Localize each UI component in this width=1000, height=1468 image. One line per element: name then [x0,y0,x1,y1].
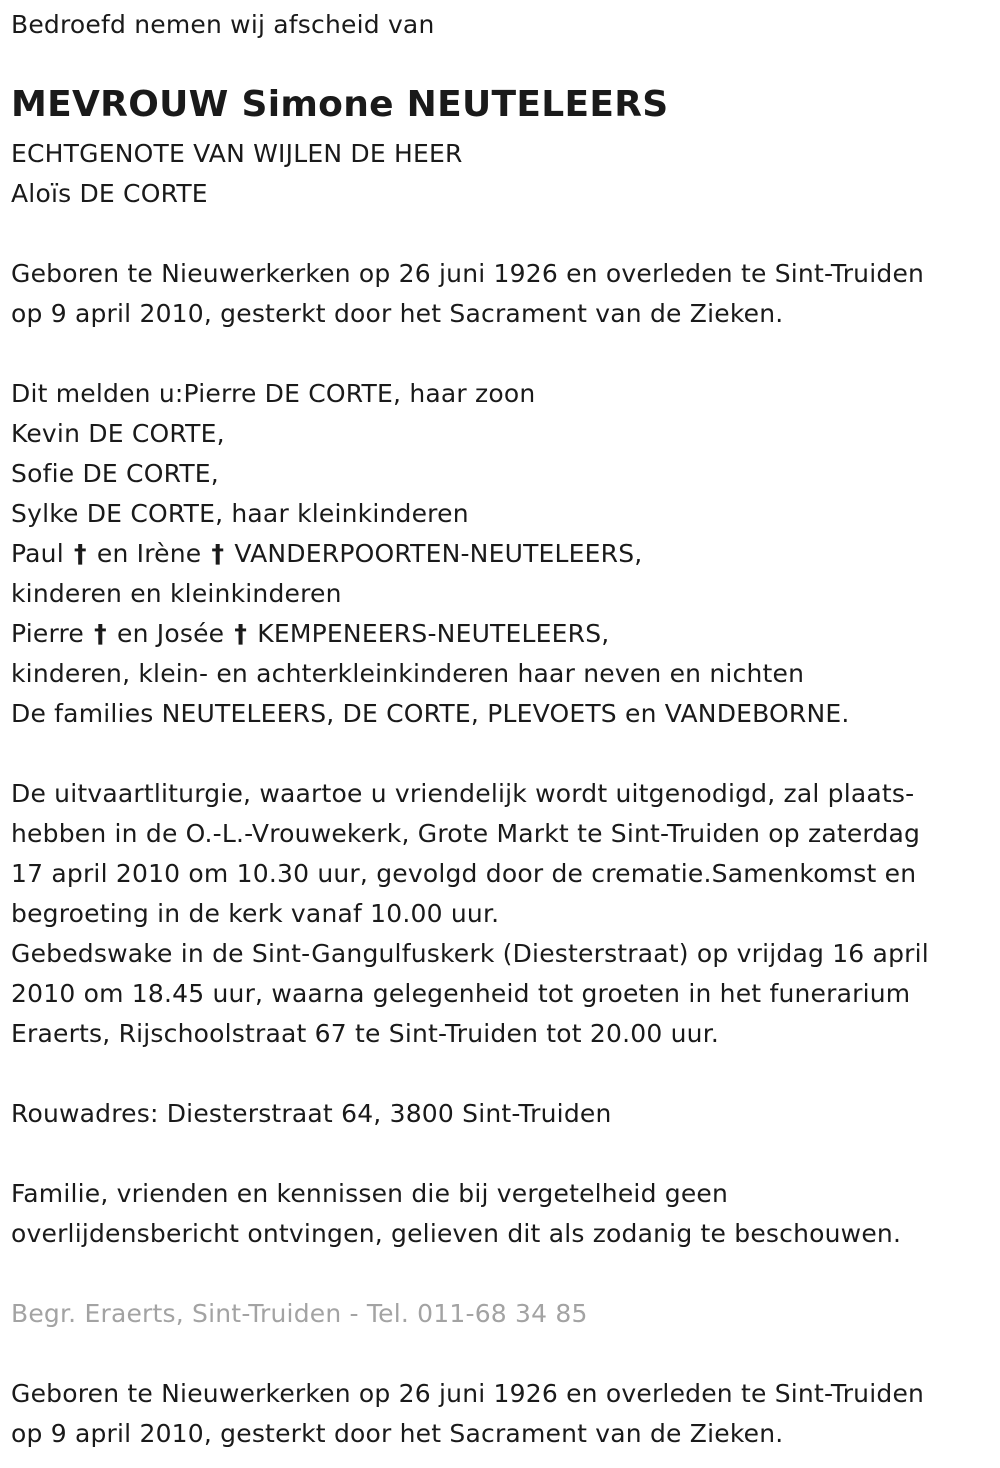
family-line-5-surname: VANDERPOORTEN-NEUTELEERS, [234,539,643,568]
birth-death-line-1: Geboren te Nieuwerkerken op 26 juni 1926 en overleden te Sint-Truiden [11,259,925,288]
funeral-line-1: De uitvaartliturgie, waartoe u vriendelijk wordt uitgenodigd, zal plaats- [11,779,915,808]
cross-icon: † [234,619,248,648]
family-line-7-name-a: Pierre [11,619,85,648]
funeral-line-6: 2010 om 18.45 uur, waarna gelegenheid tot groeten in het funerarium [11,979,911,1008]
family-line-2: Kevin DE CORTE, [11,419,225,448]
family-line-9: De families NEUTELEERS, DE CORTE, PLEVOETS en VANDEBORNE. [11,699,850,728]
family-line-5-name-a: Paul [11,539,64,568]
family-line-6: kinderen en kleinkinderen [11,579,342,608]
deceased-relation: ECHTGENOTE VAN WIJLEN DE HEER [11,139,463,168]
repeat-line-2: op 9 april 2010, gesterkt door het Sacrament van de Zieken. [11,1419,784,1448]
funeral-line-4: begroeting in de kerk vanaf 10.00 uur. [11,899,500,928]
intro-text: Bedroefd nemen wij afscheid van [11,10,435,39]
deceased-name: MEVROUW Simone NEUTELEERS [11,84,669,125]
cross-icon: † [74,539,87,568]
family-line-7 [11,614,609,654]
undertaker-info: Begr. Eraerts, Sint-Truiden - Tel. 011-68 34 85 [11,1299,588,1328]
birth-death-line-2: op 9 april 2010, gesterkt door het Sacrament van de Zieken. [11,299,784,328]
funeral-line-2: hebben in de O.-L.-Vrouwekerk, Grote Markt te Sint-Truiden op zaterdag [11,819,921,848]
repeat-line-1: Geboren te Nieuwerkerken op 26 juni 1926 en overleden te Sint-Truiden [11,1379,925,1408]
family-line-5-name-b: en Irène [96,539,202,568]
family-line-7-name-b: en Josée [117,619,225,648]
mourning-address: Rouwadres: Diesterstraat 64, 3800 Sint-Truiden [11,1099,612,1128]
family-line-1: Dit melden u:Pierre DE CORTE, haar zoon [11,379,536,408]
family-line-8: kinderen, klein- en achterkleinkinderen haar neven en nichten [11,659,805,688]
notice-line-2: overlijdensbericht ontvingen, gelieven dit als zodanig te beschouwen. [11,1219,902,1248]
family-line-4: Sylke DE CORTE, haar kleinkinderen [11,499,469,528]
family-line-5 [11,534,642,574]
funeral-line-7: Eraerts, Rijschoolstraat 67 te Sint-Truiden tot 20.00 uur. [11,1019,720,1048]
cross-icon: † [94,619,107,648]
notice-line-1: Familie, vrienden en kennissen die bij vergetelheid geen [11,1179,729,1208]
cross-icon: † [211,539,225,568]
funeral-line-5: Gebedswake in de Sint-Gangulfuskerk (Diesterstraat) op vrijdag 16 april [11,939,929,968]
funeral-line-3: 17 april 2010 om 10.30 uur, gevolgd door de crematie.Samenkomst en [11,859,917,888]
spouse-name: Aloïs DE CORTE [11,179,208,208]
family-line-7-surname: KEMPENEERS-NEUTELEERS, [257,619,610,648]
family-line-3: Sofie DE CORTE, [11,459,219,488]
